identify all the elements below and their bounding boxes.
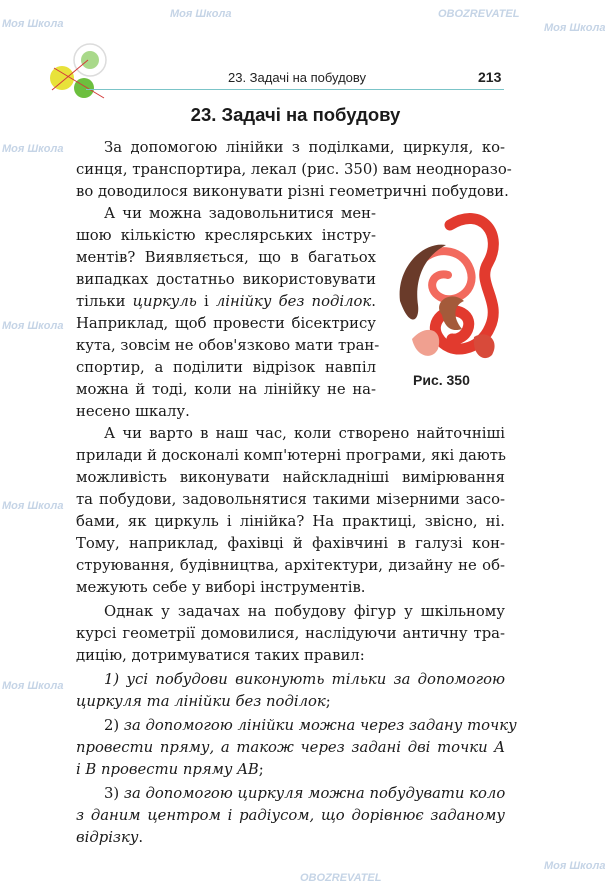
watermark: OBOZREVATEL: [438, 8, 520, 20]
watermark: Моя Школа: [170, 8, 232, 20]
watermark: Моя Школа: [2, 18, 64, 30]
text-line: дицію, дотримуватися таких правил:: [76, 647, 365, 664]
text-line: курсі геометрії домовилися, наслідуючи античну тра-: [76, 625, 505, 642]
text-line: А чи можна задовольнитися мен-: [104, 205, 376, 222]
text-line: несено шкалу.: [76, 403, 190, 420]
text-line: кута, зовсім не обов'язково мати тран-: [76, 337, 380, 354]
watermark: Моя Школа: [2, 680, 64, 692]
watermark: Моя Школа: [2, 143, 64, 155]
watermark: Моя Школа: [544, 22, 605, 34]
header-rule: [86, 89, 504, 90]
text-line: ментів? Виявляється, що в багатьох: [76, 249, 376, 266]
section-title: 23. Задачі на побудову: [190, 104, 401, 125]
text-line: прилади й досконалі комп'ютерні програми, які дають: [76, 447, 506, 464]
text-line: струювання, будівництва, архітектури, дизайну не об-: [76, 557, 505, 574]
rule-line: з даним центром і радіусом, що дорівнює заданому: [76, 807, 505, 824]
text-line: За допомогою лінійки з поділками, циркуля, ко-: [104, 139, 505, 156]
text-line: Тому, наприклад, фахівці й фахівчині в галузі кон-: [76, 535, 505, 552]
text-line: можливість виконувати найскладніші вимірювання: [76, 469, 505, 486]
text-line: шою кількістю креслярських інстру-: [76, 227, 376, 244]
watermark: OBOZREVATEL: [300, 872, 382, 884]
rule-line: 3) за допомогою циркуля можна побудувати коло: [104, 785, 506, 802]
text-line: та побудови, задовольнятися такими мізерними засо-: [76, 491, 505, 508]
corner-decoration-icon: [44, 40, 116, 106]
figure-caption: Рис. 350: [413, 372, 470, 388]
text-line: во доводилося виконувати різні геометричні побудови.: [76, 183, 509, 200]
text-line: межують себе у виборі інструментів.: [76, 579, 366, 596]
curves-figure: [392, 205, 506, 365]
rule-line: 1) усі побудови виконують тільки за допомогою: [104, 671, 505, 688]
text-line: Однак у задачах на побудову фігур у шкільному: [104, 603, 505, 620]
rule-line: циркуля та лінійки без поділок;: [76, 693, 331, 710]
text-line: А чи варто в наш час, коли створено найточніші: [104, 425, 505, 442]
watermark: Моя Школа: [544, 860, 605, 872]
watermark: Моя Школа: [2, 320, 64, 332]
rule-line: відрізку.: [76, 829, 144, 846]
text-line: спортир, а поділити відрізок навпіл: [76, 359, 376, 376]
text-line: випадках достатньо використовувати: [76, 271, 376, 288]
rule-line: провести пряму, а також через задані дві точки A: [76, 739, 505, 756]
rule-line: і B провести пряму AB;: [76, 761, 264, 778]
running-header: 23. Задачі на побудову: [228, 70, 367, 85]
text-line: синця, транспортира, лекал (рис. 350) вам неодноразо-: [76, 161, 512, 178]
text-line: можна й тоді, коли на лінійку не на-: [76, 381, 376, 398]
text-line: Наприклад, щоб провести бісектрису: [76, 315, 376, 332]
page-number: 213: [478, 69, 502, 85]
text-line: бами, як циркуль і лінійка? На практиці, звісно, ні.: [76, 513, 505, 530]
rule-line: 2) за допомогою лінійки можна через задану точку: [104, 717, 517, 734]
watermark: Моя Школа: [2, 500, 64, 512]
text-line: тільки циркуль і лінійку без поділок.: [76, 293, 376, 310]
